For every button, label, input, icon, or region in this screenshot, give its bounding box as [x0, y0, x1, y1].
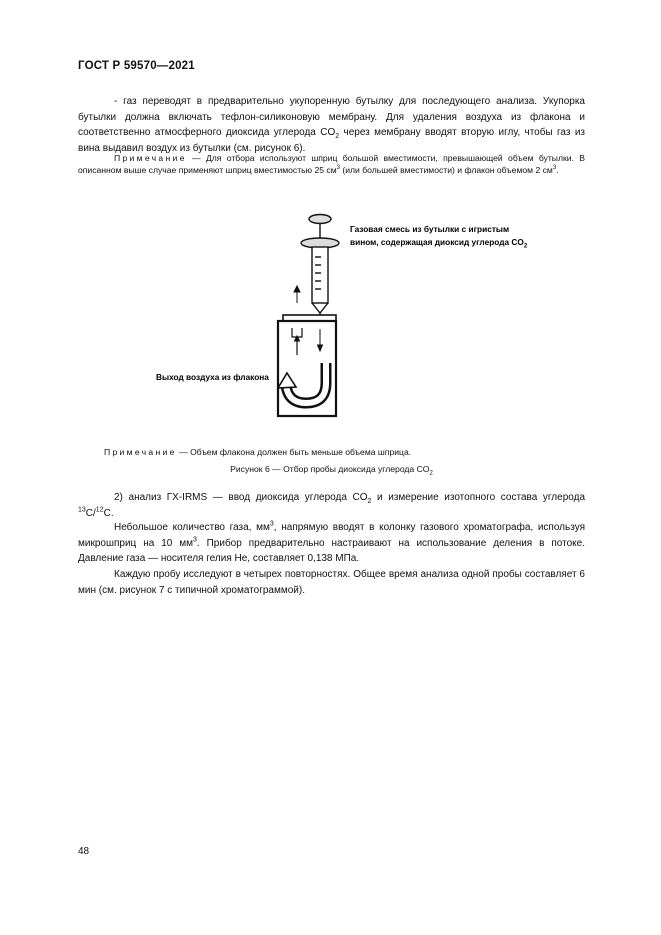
note-vial-volume: Примечание — Объем флакона должен быть меньше объема шприца. [104, 447, 412, 457]
label-gas-mixture-line1: Газовая смесь из бутылки с игристым [350, 224, 510, 234]
note-syringe: Примечание — Для отбора используют шприц большой вместимости, превышающей объем бутылки. В описанном выше случае применяют шприц вместимостью 25 $см^3$ (или большей вместимости) и флакон объемом 2 $см^3$. [78, 153, 585, 175]
label-air-outlet: Выход воздуха из флакона [156, 372, 269, 382]
document-header: ГОСТ Р 59570—2021 [78, 60, 195, 72]
paragraph-gc-irms: 2) анализ ГХ-IRMS — ввод диоксида углерода $CO_2$ и измерение изотопного состава углерода $^{13}$C/$^{12}$C. [78, 492, 586, 519]
paragraph-gas-injection: Небольшое количество газа, $мм^3$, напрямую вводят в колонку газового хроматографа, используя микрошприц на 10 $мм^3$. Прибор предварительно настраивают на использование деления в потоке. Давление газа — носителя гелия He, составляет 0,138 МПа. [78, 520, 585, 564]
figure-co2-sampling [150, 205, 570, 430]
paragraph-gas-transfer: - газ переводят в предварительно укупоренную бутылку для последующего анализа. Укупорка бутылки должна включать тефлон-силиконовую мембрану. Для удаления воздуха из флакона и соответственно атмосферного диоксида углерода $CO_2$ через мембрану вводят вторую иглу, чтобы газ из вина выдавил воздух из бутылки (см. рисунок 6). [78, 96, 585, 154]
figure-caption: Рисунок 6 — Отбор пробы диоксида углерода $CO_2$ [230, 464, 433, 477]
label-gas-mixture-line2: вином, содержащая диоксид углерода $CO_2$ [350, 237, 528, 250]
page-number: 48 [78, 846, 90, 857]
paragraph-repetitions: Каждую пробу исследуют в четырех повторностях. Общее время анализа одной пробы составляет 6 мин (см. рисунок 7 с типичной хроматограммой). [78, 569, 585, 596]
